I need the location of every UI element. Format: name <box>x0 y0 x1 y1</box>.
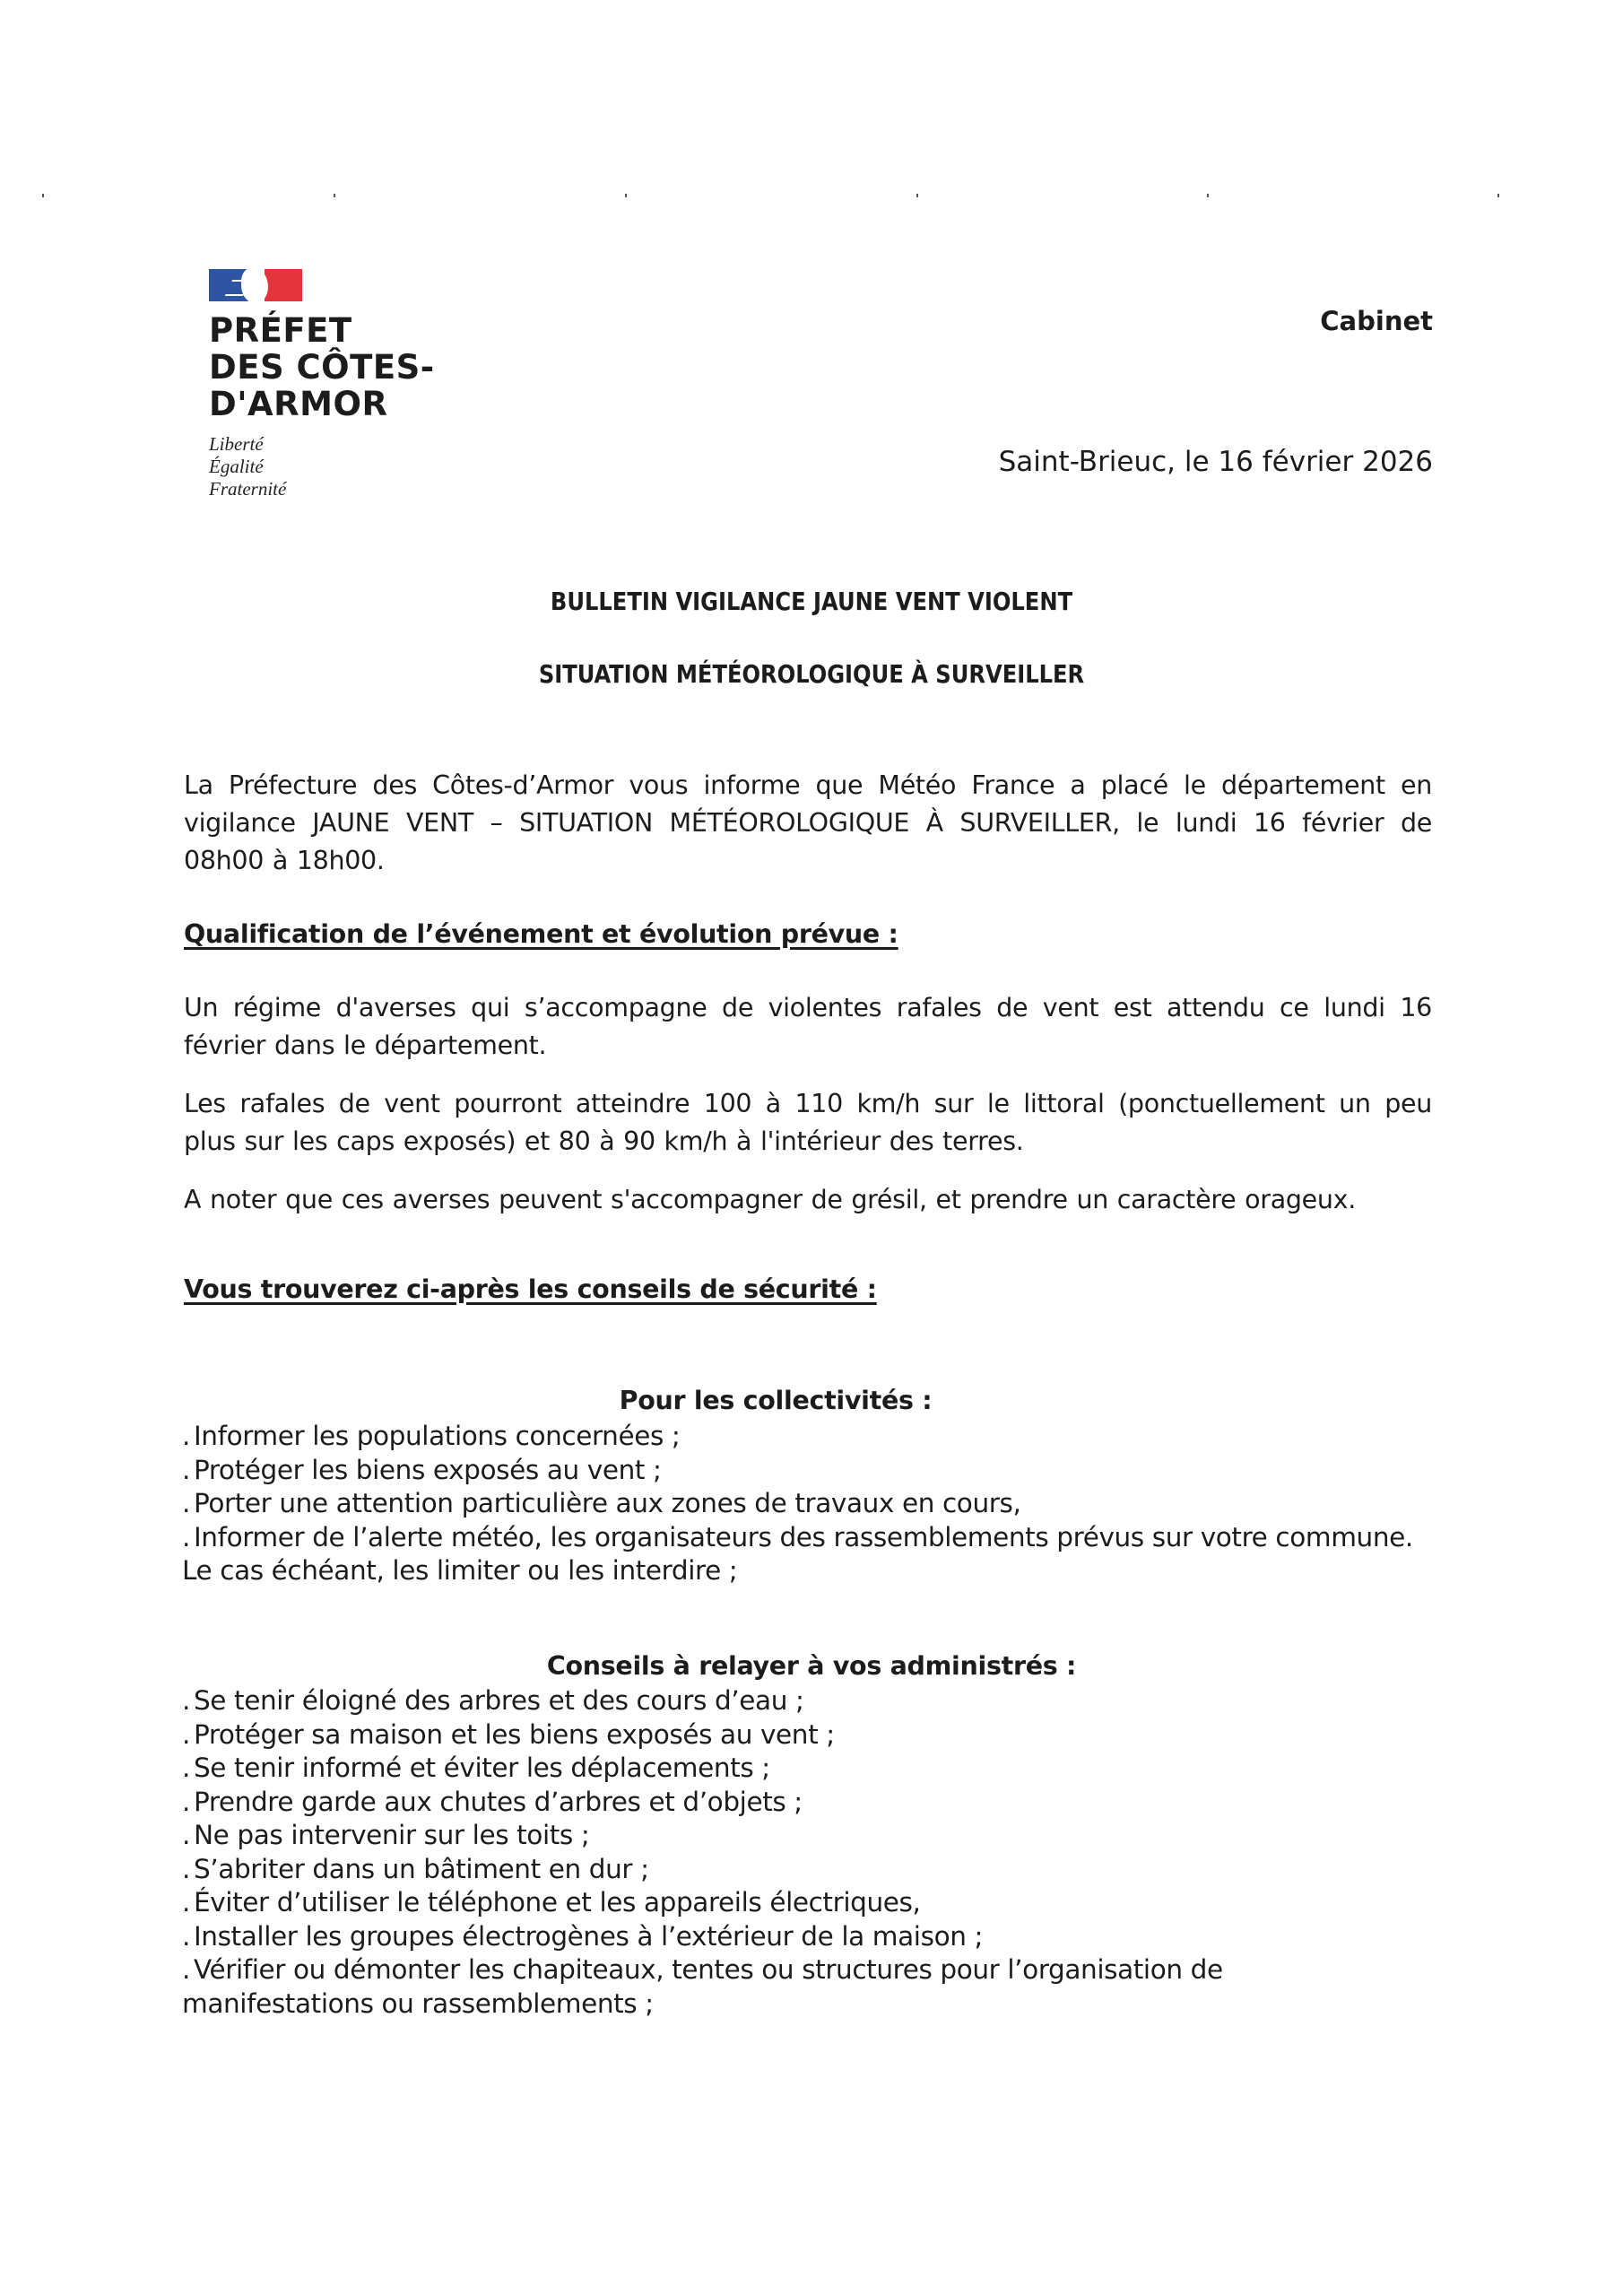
bullet: . <box>182 1786 190 1817</box>
list-item-text: Se tenir informé et éviter les déplacements ; <box>193 1752 770 1783</box>
list-item <box>182 1953 1455 1987</box>
list-item-text: Protéger les biens exposés au vent ; <box>193 1454 662 1485</box>
list-item-text: Installer les groupes électrogènes à l’extérieur de la maison ; <box>193 1920 984 1952</box>
paragraph-line: février dans le département. <box>184 1031 547 1060</box>
flag-red-band <box>265 269 302 301</box>
list-item-text: Porter une attention particulière aux zones de travaux en cours, <box>193 1488 1021 1518</box>
collectivites-heading: Pour les collectivités : <box>619 1386 933 1415</box>
place-and-date: Saint-Brieuc, le 16 février 2026 <box>998 446 1433 478</box>
scan-mark <box>334 194 335 197</box>
document-subtitle: SITUATION MÉTÉOROLOGIQUE À SURVEILLER <box>538 659 1085 689</box>
list-item <box>182 1684 1455 1718</box>
paragraph-line: Les rafales de vent pourront atteindre 100 à 110 km/h sur le littoral (ponctuellement un peu <box>184 1089 1432 1118</box>
bullet: . <box>182 1920 190 1952</box>
bullet: . <box>182 1853 190 1884</box>
list-item-text: Éviter d’utiliser le téléphone et les appareils électriques, <box>193 1887 921 1918</box>
bullet: . <box>182 1521 190 1552</box>
bullet: . <box>182 1718 190 1750</box>
bullet: . <box>182 1820 190 1850</box>
marianne-flag-icon <box>209 267 304 303</box>
document-title: BULLETIN VIGILANCE JAUNE VENT VIOLENT <box>550 587 1073 616</box>
scan-mark <box>1497 194 1499 197</box>
list-item <box>182 1420 1455 1454</box>
logo-title-line: D'ARMOR <box>209 385 388 423</box>
intro-line: 08h00 à 18h00. <box>184 846 385 875</box>
list-item <box>182 1786 1455 1820</box>
scan-mark <box>625 194 627 197</box>
list-item-text: Ne pas intervenir sur les toits ; <box>193 1820 590 1850</box>
service-name: Cabinet <box>1320 306 1433 336</box>
list-item <box>182 1487 1455 1521</box>
motto-line: Égalité <box>209 456 264 477</box>
paragraph-line: plus sur les caps exposés) et 80 à 90 km/h à l'intérieur des terres. <box>184 1126 1024 1156</box>
administres-heading: Conseils à relayer à vos administrés : <box>546 1651 1077 1681</box>
list-item <box>182 1718 1455 1752</box>
collectivites-list <box>182 1420 1455 1588</box>
list-item <box>182 1853 1455 1887</box>
list-item-text: Protéger sa maison et les biens exposés au vent ; <box>193 1718 835 1750</box>
administres-list <box>182 1684 1455 2021</box>
list-item <box>182 1454 1455 1488</box>
list-item-text: Informer les populations concernées ; <box>193 1421 681 1451</box>
bullet: . <box>182 1752 190 1783</box>
list-item <box>182 1521 1455 1555</box>
qualification-heading: Qualification de l’événement et évolution prévue : <box>184 919 898 949</box>
logo-title-line: PRÉFET <box>209 311 352 350</box>
list-item-text: Se tenir éloigné des arbres et des cours d’eau ; <box>193 1685 804 1716</box>
prefecture-logo <box>209 267 435 500</box>
list-item-text: Prendre garde aux chutes d’arbres et d’objets ; <box>193 1786 803 1817</box>
list-item-continuation: Le cas échéant, les limiter ou les interdire ; <box>182 1555 738 1586</box>
list-item <box>182 1752 1455 1786</box>
bullet: . <box>182 1488 190 1518</box>
security-heading: Vous trouverez ci-après les conseils de sécurité : <box>184 1274 877 1304</box>
list-item-text: Informer de l’alerte météo, les organisateurs des rassemblements prévus sur votre commune. <box>193 1521 1413 1552</box>
qualification-paragraph-1 <box>184 989 1432 1065</box>
republic-motto <box>209 433 435 500</box>
bullet: . <box>182 1454 190 1485</box>
list-item-text: S’abriter dans un bâtiment en dur ; <box>193 1853 649 1884</box>
list-item-continuation: manifestations ou rassemblements ; <box>182 1987 654 2019</box>
bullet: . <box>182 1887 190 1918</box>
security-section <box>184 1274 1432 1306</box>
paragraph-line: A noter que ces averses peuvent s'accompagner de grésil, et prendre un caractère orageux. <box>184 1185 1356 1214</box>
intro-line: vigilance JAUNE VENT – SITUATION MÉTÉOROLOGIQUE À SURVEILLER, le lundi 16 février de <box>184 808 1432 838</box>
scan-mark <box>916 194 918 197</box>
list-item <box>182 1920 1455 1954</box>
qualification-paragraph-3 <box>184 1181 1432 1219</box>
logo-title <box>209 312 435 422</box>
bullet: . <box>182 1421 190 1451</box>
list-item <box>182 1886 1455 1920</box>
motto-line: Fraternité <box>209 478 287 500</box>
motto-line: Liberté <box>209 433 264 455</box>
intro-paragraph <box>184 767 1432 880</box>
qualification-section <box>184 918 1432 951</box>
qualification-paragraph-2 <box>184 1085 1432 1161</box>
intro-line: La Préfecture des Côtes-d’Armor vous informe que Météo France a placé le département en <box>184 770 1432 800</box>
list-item-text: Vérifier ou démonter les chapiteaux, tentes ou structures pour l’organisation de <box>193 1954 1223 1985</box>
logo-title-line: DES CÔTES- <box>209 348 435 387</box>
scan-mark <box>1207 194 1209 197</box>
bullet: . <box>182 1954 190 1985</box>
paragraph-line: Un régime d'averses qui s’accompagne de violentes rafales de vent est attendu ce lundi 16 <box>184 993 1432 1022</box>
list-item <box>182 1819 1455 1853</box>
scan-mark <box>42 194 44 197</box>
bullet: . <box>182 1685 190 1716</box>
